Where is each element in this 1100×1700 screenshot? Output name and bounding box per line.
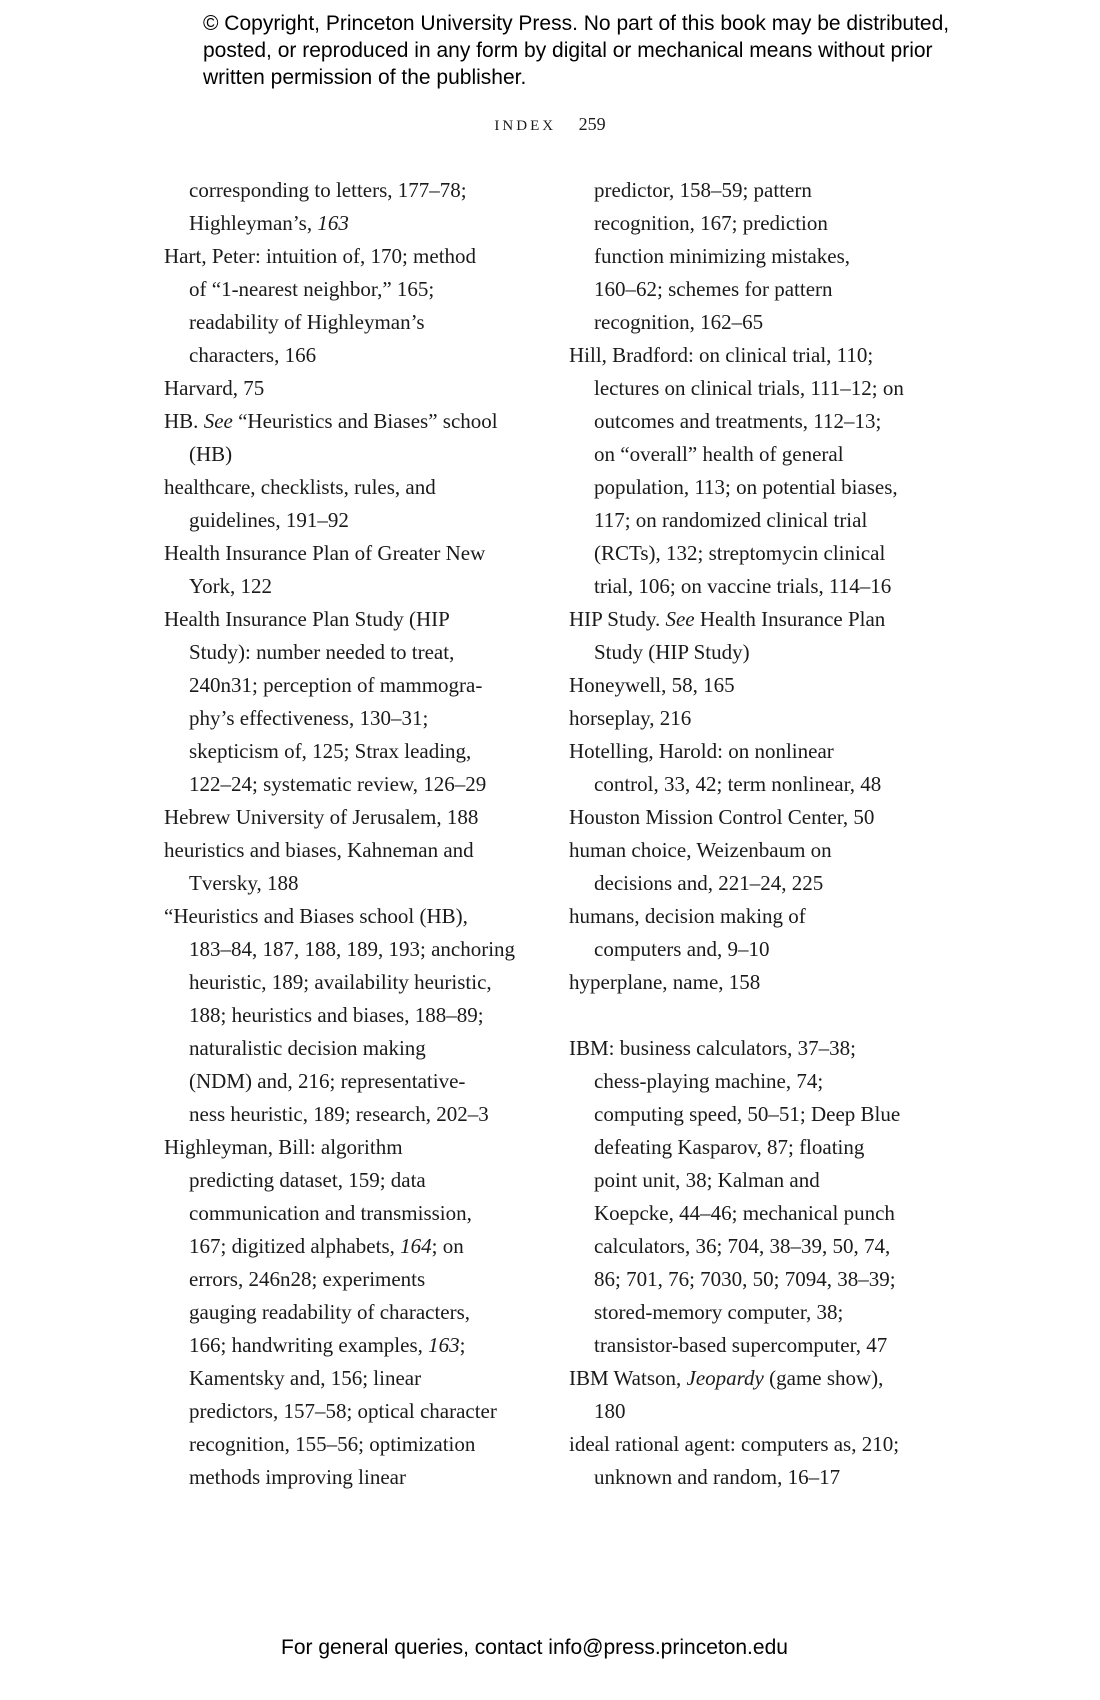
index-subline bbox=[164, 1329, 515, 1362]
index-subline bbox=[569, 405, 904, 438]
entry-text: control, 33, 42; term nonlinear, 48 bbox=[594, 772, 882, 796]
entry-text: ; bbox=[459, 1333, 466, 1357]
index-entry bbox=[164, 240, 515, 273]
entry-text: outcomes and treatments, 112–13; bbox=[594, 409, 882, 433]
index-entry bbox=[569, 702, 904, 735]
entry-text: 160–62; schemes for pattern bbox=[594, 277, 833, 301]
index-entry bbox=[164, 471, 515, 504]
index-subline bbox=[569, 1098, 904, 1131]
italic-text: Jeopardy bbox=[686, 1366, 764, 1390]
index-subline bbox=[164, 1362, 515, 1395]
index-subline bbox=[164, 1461, 515, 1494]
entry-text: of “1-nearest neighbor,” 165; bbox=[189, 277, 435, 301]
entry-text: 188; heuristics and biases, 188–89; bbox=[189, 1003, 484, 1027]
entry-text: decisions and, 221–24, 225 bbox=[594, 871, 824, 895]
entry-text: Tversky, 188 bbox=[189, 871, 299, 895]
italic-text: See bbox=[203, 409, 233, 433]
index-subline bbox=[569, 1263, 904, 1296]
entry-text: Kamentsky and, 156; linear bbox=[189, 1366, 422, 1390]
entry-text: Houston Mission Control Center, 50 bbox=[569, 805, 875, 829]
entry-text: characters, 166 bbox=[189, 343, 317, 367]
entry-text: 117; on randomized clinical trial bbox=[594, 508, 868, 532]
entry-text: communication and transmission, bbox=[189, 1201, 472, 1225]
entry-text: skepticism of, 125; Strax leading, bbox=[189, 739, 472, 763]
entry-text: “Heuristics and Biases” school bbox=[232, 409, 498, 433]
index-subline bbox=[569, 537, 904, 570]
index-subline bbox=[569, 273, 904, 306]
index-subline bbox=[164, 1098, 515, 1131]
index-entry bbox=[569, 1032, 904, 1065]
index-subline bbox=[164, 306, 515, 339]
entry-text: Study (HIP Study) bbox=[594, 640, 750, 664]
index-column-left bbox=[164, 174, 515, 1494]
entry-text: gauging readability of characters, bbox=[189, 1300, 471, 1324]
index-subline bbox=[569, 471, 904, 504]
index-subline bbox=[164, 438, 515, 471]
index-entry bbox=[164, 900, 515, 933]
entry-text: 167; digitized alphabets, bbox=[189, 1234, 401, 1258]
index-subline bbox=[164, 867, 515, 900]
entry-text: Hill, Bradford: on clinical trial, 110; bbox=[569, 343, 874, 367]
index-subline bbox=[569, 867, 904, 900]
entry-text: recognition, 162–65 bbox=[594, 310, 764, 334]
entry-text: horseplay, 216 bbox=[569, 706, 692, 730]
index-entry bbox=[569, 669, 904, 702]
index-subline bbox=[569, 636, 904, 669]
index-entry bbox=[164, 801, 515, 834]
index-subline bbox=[164, 999, 515, 1032]
index-subline bbox=[164, 966, 515, 999]
index-subline bbox=[164, 1263, 515, 1296]
index-subline bbox=[569, 207, 904, 240]
entry-text: human choice, Weizenbaum on bbox=[569, 838, 832, 862]
index-subline bbox=[569, 1395, 904, 1428]
entry-text: heuristic, 189; availability heuristic, bbox=[189, 970, 492, 994]
index-subline bbox=[164, 1296, 515, 1329]
index-entry bbox=[164, 537, 515, 570]
entry-text: transistor-based supercomputer, 47 bbox=[594, 1333, 888, 1357]
entry-text: corresponding to letters, 177–78; bbox=[189, 178, 467, 202]
index-entry bbox=[569, 1362, 904, 1395]
entry-text: phy’s effectiveness, 130–31; bbox=[189, 706, 429, 730]
index-subline bbox=[569, 1296, 904, 1329]
entry-text: on “overall” health of general bbox=[594, 442, 844, 466]
entry-text: predictor, 158–59; pattern bbox=[594, 178, 812, 202]
entry-text: Koepcke, 44–46; mechanical punch bbox=[594, 1201, 895, 1225]
index-subline bbox=[569, 372, 904, 405]
running-head bbox=[0, 114, 1100, 135]
entry-text: Hebrew University of Jerusalem, 188 bbox=[164, 805, 479, 829]
entry-text: Hotelling, Harold: on nonlinear bbox=[569, 739, 834, 763]
entry-text: methods improving linear bbox=[189, 1465, 406, 1489]
index-entry bbox=[164, 834, 515, 867]
entry-text: HB. bbox=[164, 409, 204, 433]
entry-text: calculators, 36; 704, 38–39, 50, 74, bbox=[594, 1234, 891, 1258]
index-subline bbox=[569, 240, 904, 273]
entry-text: recognition, 167; prediction bbox=[594, 211, 828, 235]
index-subline bbox=[569, 768, 904, 801]
index-subline bbox=[569, 1329, 904, 1362]
entry-text: 166; handwriting examples, bbox=[189, 1333, 429, 1357]
index-entry bbox=[164, 372, 515, 405]
index-subline bbox=[569, 1230, 904, 1263]
entry-text: Health Insurance Plan Study (HIP bbox=[164, 607, 450, 631]
entry-text: Health Insurance Plan bbox=[694, 607, 886, 631]
entry-text: heuristics and biases, Kahneman and bbox=[164, 838, 474, 862]
index-entry bbox=[569, 999, 904, 1032]
italic-text: 163 bbox=[317, 211, 349, 235]
entry-text: ; on bbox=[431, 1234, 464, 1258]
entry-text: computing speed, 50–51; Deep Blue bbox=[594, 1102, 901, 1126]
italic-text: 163 bbox=[428, 1333, 460, 1357]
entry-text: 183–84, 187, 188, 189, 193; anchoring bbox=[189, 937, 516, 961]
index-subline bbox=[569, 306, 904, 339]
index-subline bbox=[569, 933, 904, 966]
entry-text: Highleyman, Bill: algorithm bbox=[164, 1135, 403, 1159]
index-entry bbox=[569, 834, 904, 867]
entry-text: errors, 246n28; experiments bbox=[189, 1267, 426, 1291]
index-entry bbox=[164, 405, 515, 438]
index-entry bbox=[164, 603, 515, 636]
index-subline bbox=[164, 702, 515, 735]
index-subline bbox=[569, 1461, 904, 1494]
index-entry bbox=[569, 735, 904, 768]
entry-text: naturalistic decision making bbox=[189, 1036, 426, 1060]
index-subline bbox=[569, 174, 904, 207]
index-subline bbox=[569, 570, 904, 603]
entry-text: 122–24; systematic review, 126–29 bbox=[189, 772, 487, 796]
index-entry bbox=[569, 339, 904, 372]
entry-text: unknown and random, 16–17 bbox=[594, 1465, 841, 1489]
entry-text: (RCTs), 132; streptomycin clinical bbox=[594, 541, 886, 565]
entry-text: ness heuristic, 189; research, 202–3 bbox=[189, 1102, 489, 1126]
entry-text: hyperplane, name, 158 bbox=[569, 970, 761, 994]
index-subline bbox=[164, 273, 515, 306]
entry-text: stored-memory computer, 38; bbox=[594, 1300, 844, 1324]
entry-text: IBM: business calculators, 37–38; bbox=[569, 1036, 856, 1060]
entry-text: 180 bbox=[594, 1399, 626, 1423]
entry-text: ideal rational agent: computers as, 210; bbox=[569, 1432, 900, 1456]
index-entry bbox=[164, 1131, 515, 1164]
copyright-notice: © Copyright, Princeton University Press. No part of this book may be distributed, posted, or reproduced in any form by digital or mechanical means without prior written permission of the publisher. bbox=[203, 12, 950, 89]
entry-text: humans, decision making of bbox=[569, 904, 806, 928]
index-entry bbox=[569, 801, 904, 834]
index-subline bbox=[164, 1395, 515, 1428]
entry-text: defeating Kasparov, 87; floating bbox=[594, 1135, 865, 1159]
index-subline bbox=[164, 207, 515, 240]
entry-text: Health Insurance Plan of Greater New bbox=[164, 541, 486, 565]
index-subline bbox=[569, 1197, 904, 1230]
footer-contact: For general queries, contact info@press.princeton.edu bbox=[281, 1636, 788, 1659]
index-subline bbox=[569, 1164, 904, 1197]
index-subline bbox=[569, 1065, 904, 1098]
entry-text: 240n31; perception of mammogra- bbox=[189, 673, 483, 697]
index-entry bbox=[569, 900, 904, 933]
entry-text: function minimizing mistakes, bbox=[594, 244, 851, 268]
entry-text: computers and, 9–10 bbox=[594, 937, 770, 961]
italic-text: 164 bbox=[400, 1234, 432, 1258]
index-subline bbox=[164, 174, 515, 207]
index-column-right bbox=[569, 174, 904, 1494]
running-head-label: INDEX bbox=[494, 118, 557, 134]
index-subline bbox=[164, 1230, 515, 1263]
index-subline bbox=[569, 504, 904, 537]
index-subline bbox=[164, 768, 515, 801]
entry-text: lectures on clinical trials, 111–12; on bbox=[594, 376, 904, 400]
index-subline bbox=[164, 1197, 515, 1230]
entry-text: Study): number needed to treat, bbox=[189, 640, 455, 664]
entry-text: trial, 106; on vaccine trials, 114–16 bbox=[594, 574, 892, 598]
entry-text: recognition, 155–56; optimization bbox=[189, 1432, 476, 1456]
entry-text: Harvard, 75 bbox=[164, 376, 265, 400]
index-subline bbox=[164, 1032, 515, 1065]
entry-text: predictors, 157–58; optical character bbox=[189, 1399, 497, 1423]
entry-text: guidelines, 191–92 bbox=[189, 508, 349, 532]
index-subline bbox=[164, 1065, 515, 1098]
index-subline bbox=[164, 735, 515, 768]
italic-text: See bbox=[665, 607, 695, 631]
index-subline bbox=[164, 570, 515, 603]
index-subline bbox=[569, 438, 904, 471]
entry-text: Highleyman’s, bbox=[189, 211, 318, 235]
entry-text: “Heuristics and Biases school (HB), bbox=[164, 904, 468, 928]
entry-text: Honeywell, 58, 165 bbox=[569, 673, 735, 697]
index-subline bbox=[164, 636, 515, 669]
entry-text: chess-playing machine, 74; bbox=[594, 1069, 824, 1093]
entry-text: IBM Watson, bbox=[569, 1366, 687, 1390]
index-subline bbox=[164, 1428, 515, 1461]
index-subline bbox=[164, 339, 515, 372]
entry-text: readability of Highleyman’s bbox=[189, 310, 425, 334]
index-entry bbox=[569, 603, 904, 636]
entry-text: (NDM) and, 216; representative- bbox=[189, 1069, 466, 1093]
entry-text: HIP Study. bbox=[569, 607, 666, 631]
entry-text: population, 113; on potential biases, bbox=[594, 475, 898, 499]
entry-text: healthcare, checklists, rules, and bbox=[164, 475, 436, 499]
entry-text: (HB) bbox=[189, 442, 233, 466]
entry-text: 86; 701, 76; 7030, 50; 7094, 38–39; bbox=[594, 1267, 896, 1291]
index-subline bbox=[164, 1164, 515, 1197]
entry-text: Hart, Peter: intuition of, 170; method bbox=[164, 244, 477, 268]
index-subline bbox=[569, 1131, 904, 1164]
page-number: 259 bbox=[578, 114, 606, 134]
index-subline bbox=[164, 504, 515, 537]
index-entry bbox=[569, 966, 904, 999]
index-entry bbox=[569, 1428, 904, 1461]
entry-text: (game show), bbox=[763, 1366, 884, 1390]
entry-text: York, 122 bbox=[189, 574, 273, 598]
entry-text: point unit, 38; Kalman and bbox=[594, 1168, 820, 1192]
entry-text: predicting dataset, 159; data bbox=[189, 1168, 426, 1192]
index-subline bbox=[164, 933, 515, 966]
index-subline bbox=[164, 669, 515, 702]
